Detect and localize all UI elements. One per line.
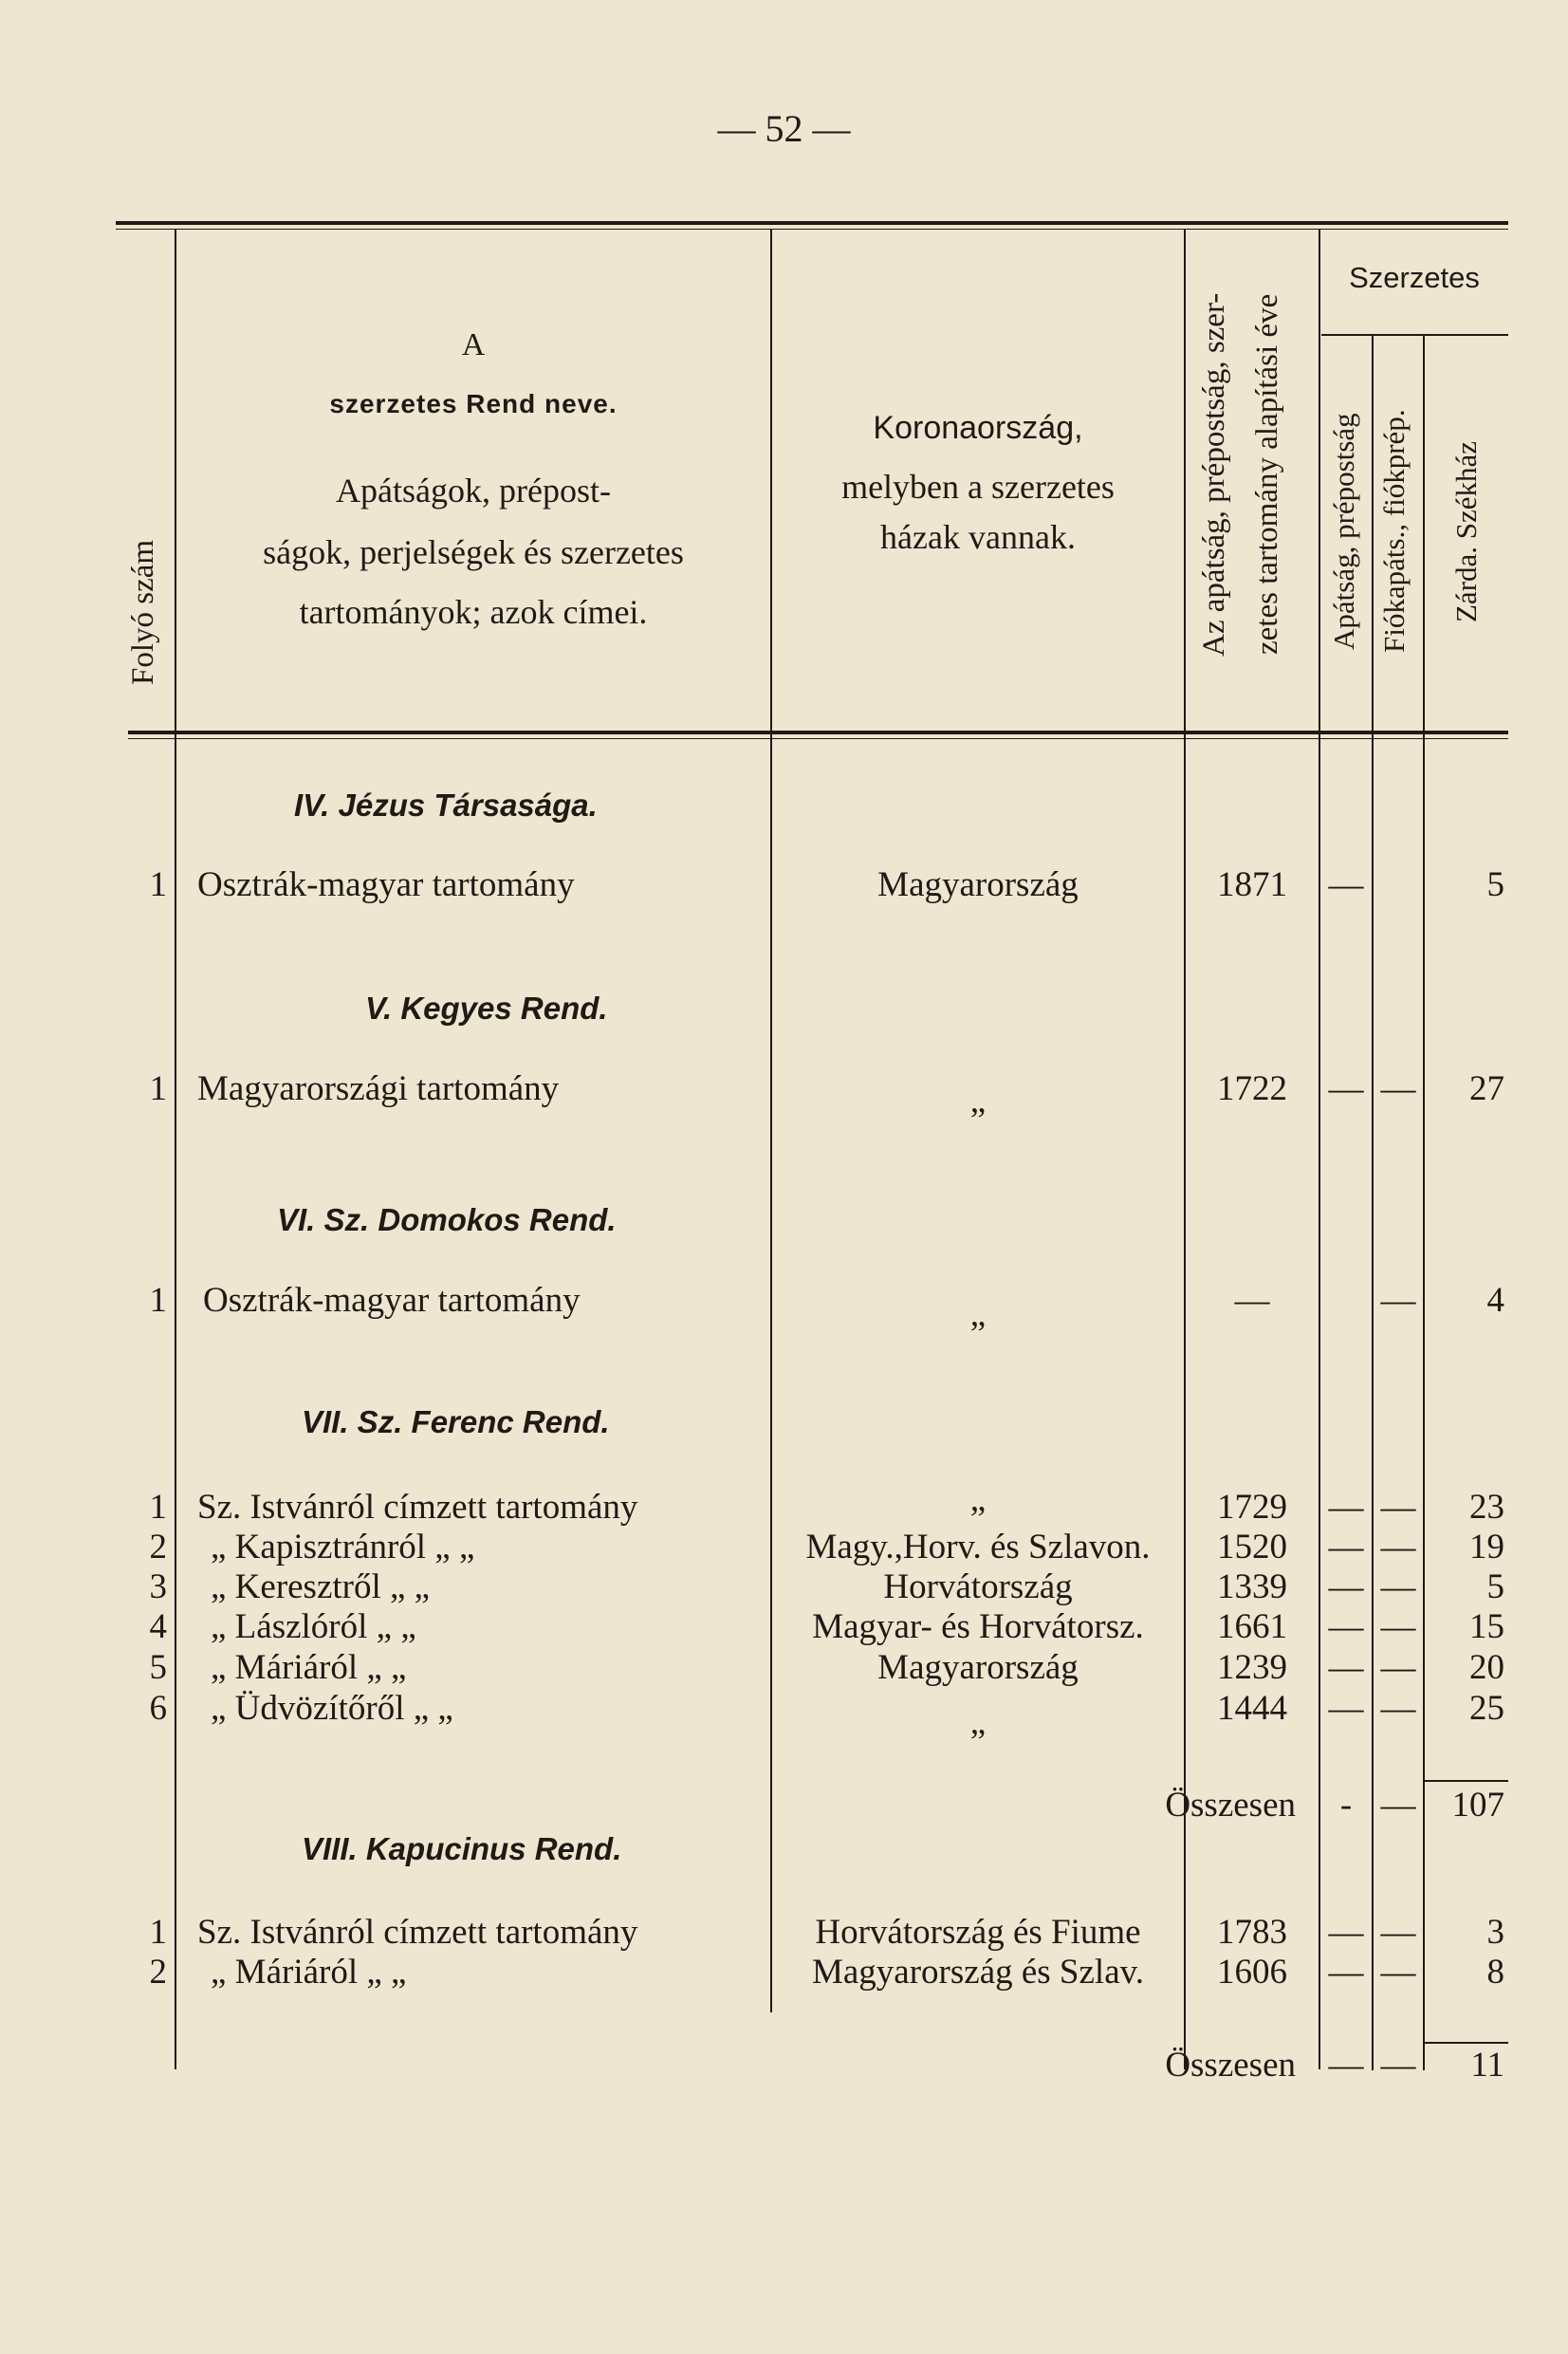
row-year: 1871 [1217, 865, 1287, 904]
row-year: 1661 [1217, 1607, 1287, 1646]
row-number: 5 [149, 1648, 167, 1687]
total-fiok: — [1380, 2046, 1416, 2085]
row-number: 2 [149, 1953, 167, 1992]
section-title: IV. Jézus Társasága. [294, 788, 598, 823]
row-country: „ [969, 1082, 987, 1121]
row-name: „ Lászlóról „ „ [211, 1607, 416, 1646]
row-number: 4 [149, 1607, 167, 1646]
row-fiok: — [1380, 1281, 1416, 1320]
subtotal-rule [1423, 1780, 1508, 1782]
row-country: Magyar- és Horvátorsz. [812, 1607, 1144, 1646]
row-name: Sz. Istvánról címzett tartomány [197, 1913, 638, 1952]
row-name: Magyarországi tartomány [197, 1069, 560, 1108]
row-zarda: 4 [1486, 1281, 1504, 1320]
row-number: 2 [149, 1528, 167, 1566]
total-apatsag: - [1339, 1786, 1353, 1825]
row-zarda: 27 [1469, 1069, 1504, 1108]
row-fiok: — [1380, 1953, 1416, 1992]
row-number: 3 [149, 1567, 167, 1606]
row-zarda: 5 [1486, 865, 1504, 904]
row-apatsag: — [1328, 1953, 1364, 1992]
row-fiok: — [1380, 1069, 1416, 1108]
row-country: Horvátország [883, 1567, 1073, 1606]
header-szerzetes: Szerzetes [1349, 261, 1480, 294]
row-country: „ [969, 1480, 987, 1519]
subtotal-rule [1423, 2042, 1508, 2044]
header-bottom-rule [128, 731, 1508, 734]
header-korona-sub-2: házak vannak. [880, 518, 1076, 556]
row-fiok: — [1380, 1913, 1416, 1952]
row-zarda: 19 [1469, 1528, 1504, 1566]
row-apatsag: — [1328, 1488, 1364, 1527]
row-apatsag: — [1328, 1689, 1364, 1728]
row-fiok: — [1380, 1488, 1416, 1527]
row-fiok: — [1380, 1528, 1416, 1566]
row-name: „ Máriáról „ „ [211, 1648, 407, 1687]
row-apatsag: — [1328, 1607, 1364, 1646]
row-name: Osztrák-magyar tartomány [197, 865, 575, 904]
row-country: Magyarország és Szlav. [811, 1953, 1144, 1992]
row-number: 1 [149, 1913, 167, 1952]
szerzetes-sub-rule [1321, 334, 1508, 336]
row-year: 1722 [1217, 1069, 1287, 1108]
header-bottom-rule-thin [128, 738, 1508, 739]
row-fiok: — [1380, 1567, 1416, 1606]
row-number: 6 [149, 1689, 167, 1728]
row-fiok: — [1380, 1607, 1416, 1646]
header-rend-neve: szerzetes Rend neve. [329, 389, 618, 418]
total-zarda: 107 [1451, 1786, 1504, 1825]
section-title: V. Kegyes Rend. [365, 991, 608, 1026]
row-country: „ [969, 1703, 987, 1742]
header-apatsag-2: Fiókapáts., fiókprép. [1377, 409, 1411, 654]
row-name: Sz. Istvánról címzett tartomány [197, 1488, 638, 1527]
total-fiok: — [1380, 1786, 1416, 1825]
top-rule [116, 221, 1508, 225]
row-year: 1729 [1217, 1488, 1287, 1527]
row-apatsag: — [1328, 1528, 1364, 1566]
row-country: Magyarország [877, 1648, 1079, 1687]
row-year: 1520 [1217, 1528, 1287, 1566]
row-zarda: 25 [1469, 1689, 1504, 1728]
row-name: „ Kapisztránról „ „ [211, 1528, 475, 1566]
header-folyo-szam: Folyó szám [126, 539, 160, 685]
header-rend-sub-1: Apátságok, prépost- [336, 472, 611, 510]
row-zarda: 5 [1486, 1567, 1504, 1606]
row-name: Osztrák-magyar tartomány [203, 1281, 581, 1320]
row-fiok: — [1380, 1689, 1416, 1728]
section-title: VII. Sz. Ferenc Rend. [302, 1404, 610, 1439]
header-koronaorszag: Koronaország, [873, 410, 1083, 446]
row-zarda: 20 [1469, 1648, 1504, 1687]
header-alapitas-2: zetes tartomány alapítási éve [1250, 293, 1284, 656]
total-zarda: 11 [1470, 2046, 1504, 2085]
row-year: 1783 [1217, 1913, 1287, 1952]
top-rule-thin [116, 229, 1508, 230]
row-fiok: — [1380, 1648, 1416, 1687]
row-name: „ Máriáról „ „ [211, 1953, 407, 1992]
row-apatsag: — [1328, 1069, 1364, 1108]
row-apatsag: — [1328, 1648, 1364, 1687]
row-country: Horvátország és Fiume [815, 1913, 1141, 1952]
row-number: 1 [149, 1069, 167, 1108]
row-zarda: 15 [1469, 1607, 1504, 1646]
total-label: Összesen [1165, 2046, 1296, 2085]
row-country: Magyarország [877, 865, 1079, 904]
header-rend-sub-3: tartományok; azok címei. [299, 593, 648, 631]
row-zarda: 8 [1486, 1953, 1504, 1992]
row-year: 1444 [1217, 1689, 1287, 1728]
row-apatsag: — [1328, 1567, 1364, 1606]
row-number: 1 [149, 1488, 167, 1527]
total-label: Összesen [1165, 1786, 1296, 1825]
row-year: — [1234, 1281, 1270, 1320]
row-year: 1606 [1217, 1953, 1287, 1992]
row-apatsag: — [1328, 1913, 1364, 1952]
header-korona-sub-1: melyben a szerzetes [841, 468, 1115, 506]
row-number: 1 [149, 1281, 167, 1320]
row-number: 1 [149, 865, 167, 904]
row-year: 1339 [1217, 1567, 1287, 1606]
section-title: VI. Sz. Domokos Rend. [277, 1202, 617, 1237]
total-apatsag: — [1328, 2046, 1364, 2085]
row-name: „ Üdvözítőről „ „ [211, 1689, 453, 1728]
page-number: — 52 — [717, 107, 851, 150]
header-zarda-szekhaz: Zárda. Székház [1449, 440, 1483, 622]
row-zarda: 3 [1486, 1913, 1504, 1952]
row-country: „ [969, 1295, 987, 1334]
row-country: Magy.,Horv. és Szlavon. [805, 1528, 1151, 1566]
section-title: VIII. Kapucinus Rend. [302, 1831, 622, 1866]
row-name: „ Keresztről „ „ [211, 1567, 431, 1606]
header-apatsag-1: Apátság, prépostság [1327, 413, 1360, 650]
header-rend-a: A [461, 327, 486, 362]
row-zarda: 23 [1469, 1488, 1504, 1527]
row-year: 1239 [1217, 1648, 1287, 1687]
row-apatsag: — [1328, 865, 1364, 904]
header-alapitas-1: Az apátság, prépostság, szer- [1197, 292, 1231, 657]
header-rend-sub-2: ságok, perjelségek és szerzetes [263, 533, 684, 571]
